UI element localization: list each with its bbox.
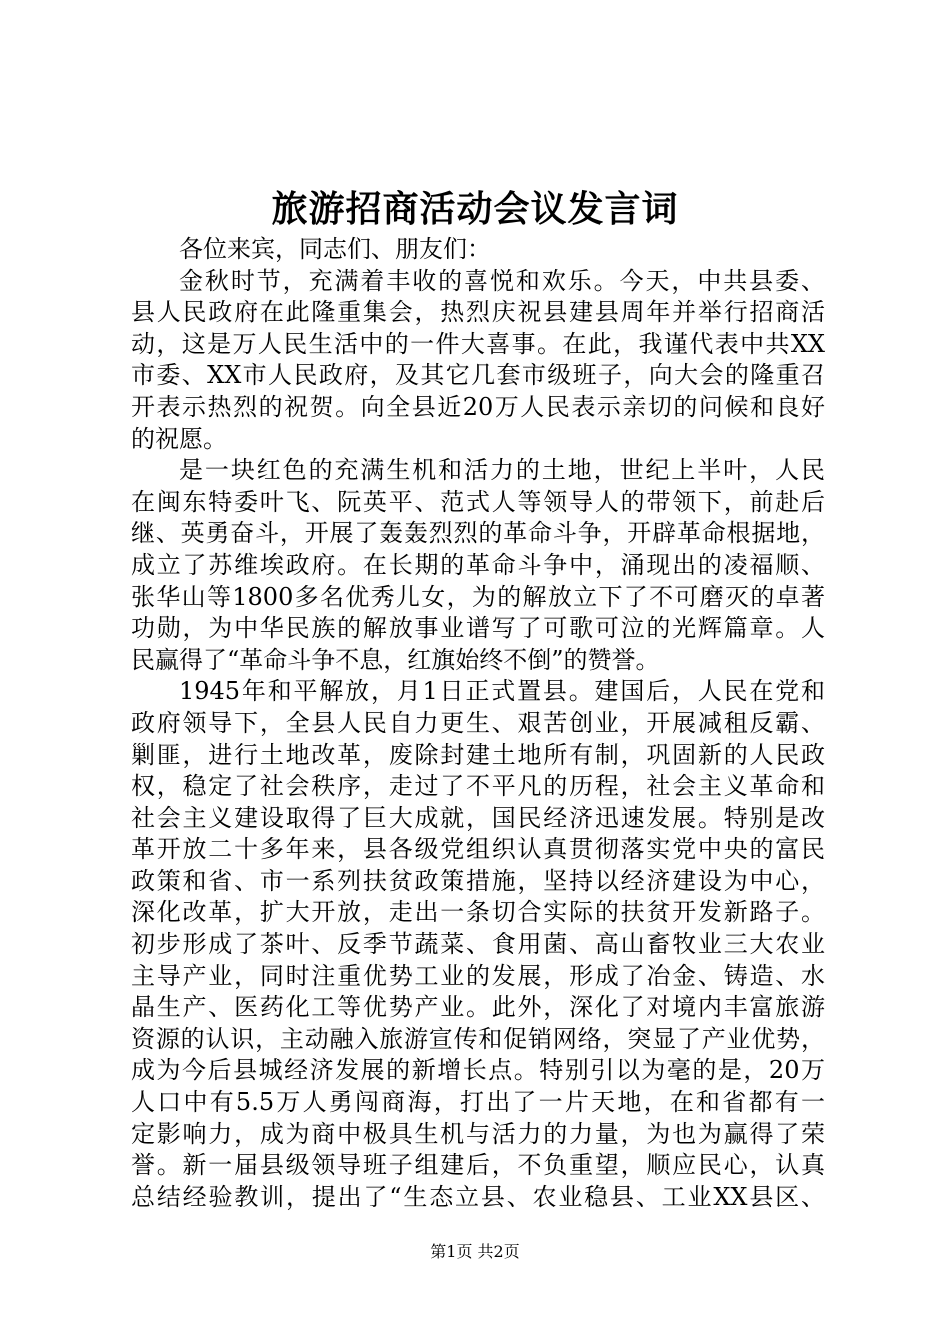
body-line: 市委、XX市人民政府，及其它几套市级班子，向大会的隆重召 [131,361,825,390]
body-line: 权，稳定了社会秩序，走过了不平凡的历程，社会主义革命和 [131,772,825,801]
body-line: 县人民政府在此隆重集会，热烈庆祝县建县周年并举行招商活 [131,298,825,327]
body-line: 剿匪，进行土地改革，废除封建土地所有制，巩固新的人民政 [131,740,825,769]
body-line: 开表示热烈的祝贺。向全县近20万人民表示亲切的问候和良好 [131,392,825,421]
body-line: 1945年和平解放，月1日正式置县。建国后，人民在党和 [179,677,825,706]
body-line: 深化改革，扩大开放，走出一条切合实际的扶贫开发新路子。 [131,898,825,927]
body-line: 总结经验教训，提出了“生态立县、农业稳县、工业XX县区、 [131,1182,825,1211]
body-line: 成立了苏维埃政府。在长期的革命斗争中，涌现出的凌福顺、 [131,550,825,579]
body-line: 政府领导下，全县人民自力更生、艰苦创业，开展减租反霸、 [131,708,825,737]
body-line: 的祝愿。 [131,424,227,453]
body-line: 定影响力，成为商中极具生机与活力的力量，为也为赢得了荣 [131,1119,825,1148]
body-line: 成为今后县城经济发展的新增长点。特别引以为毫的是，20万 [131,1056,825,1085]
body-line: 金秋时节，充满着丰收的喜悦和欢乐。今天，中共县委、 [179,266,825,295]
body-line: 主导产业，同时注重优势工业的发展，形成了冶金、铸造、水 [131,961,825,990]
body-line: 张华山等1800多名优秀儿女，为的解放立下了不可磨灭的卓著 [131,582,825,611]
body-line: 功勋，为中华民族的解放事业谱写了可歌可泣的光辉篇章。人 [131,614,825,643]
body-line: 社会主义建设取得了巨大成就，国民经济迅速发展。特别是改 [131,803,825,832]
body-line: 革开放二十多年来，县各级党组织认真贯彻落实党中央的富民 [131,835,825,864]
body-line: 政策和省、市一系列扶贫政策措施，坚持以经济建设为中心， [131,866,825,895]
body-line: 各位来宾，同志们、朋友们： [179,235,491,263]
body-line: 民赢得了“革命斗争不息，红旗始终不倒”的赞誉。 [131,645,660,674]
body-line: 是一块红色的充满生机和活力的土地，世纪上半叶，人民 [179,456,825,485]
body-line: 誉。新一届县级领导班子组建后，不负重望，顺应民心，认真 [131,1151,825,1180]
body-line: 在闽东特委叶飞、阮英平、范式人等领导人的带领下，前赴后 [131,487,825,516]
body-line: 资源的认识，主动融入旅游宣传和促销网络，突显了产业优势， [131,1024,825,1053]
document-title: 旅游招商活动会议发言词 [271,188,679,230]
body-line: 动，这是万人民生活中的一件大喜事。在此，我谨代表中共XX [131,329,825,358]
page-footer: 第1页 共2页 [430,1242,520,1261]
body-line: 初步形成了茶叶、反季节蔬菜、食用菌、高山畜牧业三大农业 [131,930,825,959]
document-body [131,234,825,1213]
body-line: 晶生产、医药化工等优势产业。此外，深化了对境内丰富旅游 [131,993,825,1022]
body-line: 继、英勇奋斗，开展了轰轰烈烈的革命斗争，开辟革命根据地， [131,519,825,548]
body-line: 人口中有5.5万人勇闯商海，打出了一片天地，在和省都有一 [131,1088,825,1117]
